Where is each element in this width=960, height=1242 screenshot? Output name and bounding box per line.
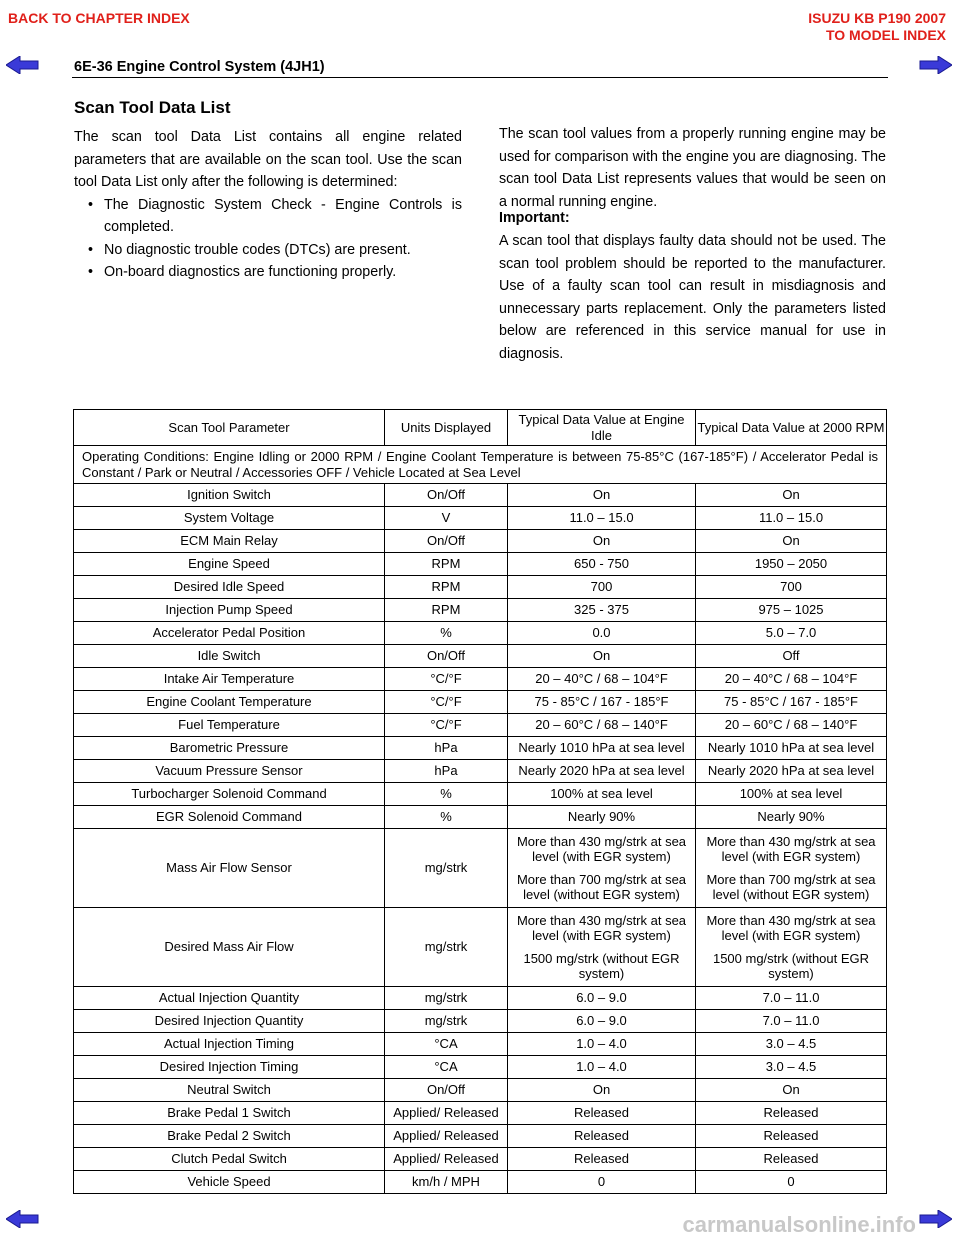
parameter-cell: Actual Injection Quantity bbox=[74, 987, 385, 1010]
parameter-cell: Desired Mass Air Flow bbox=[74, 908, 385, 987]
units-cell: RPM bbox=[385, 576, 508, 599]
list-item: • On-board diagnostics are functioning properly. bbox=[74, 261, 462, 284]
rpm-value-cell: Released bbox=[696, 1148, 887, 1171]
table-row bbox=[74, 1010, 887, 1033]
watermark: carmanualsonline.info bbox=[682, 1212, 916, 1237]
rpm-value-cell: Nearly 90% bbox=[696, 806, 887, 829]
parameter-cell: System Voltage bbox=[74, 507, 385, 530]
rpm-value-cell: 20 – 40°C / 68 – 104°F bbox=[696, 668, 887, 691]
units-cell: Applied/ Released bbox=[385, 1125, 508, 1148]
units-cell: mg/strk bbox=[385, 908, 508, 987]
units-cell: km/h / MPH bbox=[385, 1171, 508, 1194]
important-label: Important: bbox=[499, 210, 570, 226]
rpm-value-cell: Released bbox=[696, 1125, 887, 1148]
value-line: More than 430 mg/strk at sea level (with EGR system) bbox=[706, 912, 876, 943]
intro-paragraph: The scan tool Data List contains all engine related parameters that are available on the scan tool. Use the scan tool Data List only after the following is determined: bbox=[74, 129, 462, 190]
parameter-cell: Intake Air Temperature bbox=[74, 668, 385, 691]
units-cell: mg/strk bbox=[385, 829, 508, 908]
to-model-index-link[interactable]: TO MODEL INDEX bbox=[825, 27, 946, 43]
value-line: More than 430 mg/strk at sea level (with EGR system) bbox=[516, 912, 687, 943]
idle-value-cell: Nearly 2020 hPa at sea level bbox=[508, 760, 696, 783]
parameter-cell: Neutral Switch bbox=[74, 1079, 385, 1102]
operating-conditions-row bbox=[74, 446, 887, 484]
parameter-cell: EGR Solenoid Command bbox=[74, 806, 385, 829]
idle-value-cell: On bbox=[508, 1079, 696, 1102]
units-cell: mg/strk bbox=[385, 1010, 508, 1033]
idle-value-cell bbox=[508, 829, 696, 908]
table-row bbox=[74, 760, 887, 783]
parameter-cell: Turbocharger Solenoid Command bbox=[74, 783, 385, 806]
idle-value-cell bbox=[508, 908, 696, 987]
idle-value-cell: Released bbox=[508, 1102, 696, 1125]
table-row bbox=[74, 1079, 887, 1102]
table-row bbox=[74, 691, 887, 714]
table-row bbox=[74, 806, 887, 829]
idle-value-cell: 0.0 bbox=[508, 622, 696, 645]
previous-page-arrow-icon[interactable] bbox=[6, 56, 40, 74]
rpm-value-cell: 3.0 – 4.5 bbox=[696, 1056, 887, 1079]
units-cell: RPM bbox=[385, 599, 508, 622]
list-item: • No diagnostic trouble codes (DTCs) are present. bbox=[74, 239, 462, 262]
parameter-cell: Desired Injection Timing bbox=[74, 1056, 385, 1079]
parameter-cell: Injection Pump Speed bbox=[74, 599, 385, 622]
rpm-value-cell: 11.0 – 15.0 bbox=[696, 507, 887, 530]
units-cell: °C/°F bbox=[385, 668, 508, 691]
parameter-cell: Fuel Temperature bbox=[74, 714, 385, 737]
parameter-cell: Accelerator Pedal Position bbox=[74, 622, 385, 645]
units-cell: °C/°F bbox=[385, 714, 508, 737]
header-rule bbox=[72, 77, 888, 78]
units-cell: % bbox=[385, 806, 508, 829]
idle-value-cell: 20 – 60°C / 68 – 140°F bbox=[508, 714, 696, 737]
value-line: More than 700 mg/strk at sea level (without EGR system) bbox=[706, 871, 876, 902]
rpm-value-cell: 3.0 – 4.5 bbox=[696, 1033, 887, 1056]
parameter-cell: Engine Speed bbox=[74, 553, 385, 576]
parameter-cell: Idle Switch bbox=[74, 645, 385, 668]
rpm-value-cell bbox=[696, 908, 887, 987]
idle-value-cell: 75 - 85°C / 167 - 185°F bbox=[508, 691, 696, 714]
scan-tool-data-table bbox=[73, 409, 887, 1194]
table-row bbox=[74, 484, 887, 507]
idle-value-cell: 11.0 – 15.0 bbox=[508, 507, 696, 530]
idle-value-cell: 325 - 375 bbox=[508, 599, 696, 622]
parameter-cell: Clutch Pedal Switch bbox=[74, 1148, 385, 1171]
units-cell: On/Off bbox=[385, 530, 508, 553]
table-row bbox=[74, 1171, 887, 1194]
table-row bbox=[74, 553, 887, 576]
idle-value-cell: 1.0 – 4.0 bbox=[508, 1056, 696, 1079]
value-line: More than 430 mg/strk at sea level (with EGR system) bbox=[516, 833, 687, 864]
units-cell: Applied/ Released bbox=[385, 1102, 508, 1125]
column-header: Typical Data Value at Engine Idle bbox=[508, 410, 696, 446]
units-cell: mg/strk bbox=[385, 987, 508, 1010]
next-page-arrow-icon[interactable] bbox=[918, 1210, 952, 1228]
column-header: Typical Data Value at 2000 RPM bbox=[696, 410, 887, 446]
model-name-link[interactable]: ISUZU KB P190 2007 bbox=[808, 10, 946, 26]
table-row bbox=[74, 576, 887, 599]
units-cell: V bbox=[385, 507, 508, 530]
idle-value-cell: Released bbox=[508, 1125, 696, 1148]
value-line: More than 430 mg/strk at sea level (with EGR system) bbox=[706, 833, 876, 864]
rpm-value-cell: 7.0 – 11.0 bbox=[696, 1010, 887, 1033]
units-cell: On/Off bbox=[385, 645, 508, 668]
units-cell: hPa bbox=[385, 760, 508, 783]
column-header: Units Displayed bbox=[385, 410, 508, 446]
units-cell: °C/°F bbox=[385, 691, 508, 714]
units-cell: °CA bbox=[385, 1033, 508, 1056]
rpm-value-cell: Released bbox=[696, 1102, 887, 1125]
rpm-value-cell: On bbox=[696, 530, 887, 553]
rpm-value-cell: 0 bbox=[696, 1171, 887, 1194]
important-paragraph: A scan tool that displays faulty data should not be used. The scan tool problem should be reported to the manufacturer. Use of a faulty scan tool can result in misdiagnosis and unnecessary parts replacement. Only the parameters listed below are referenced in this service manual for use in diagnosis. bbox=[499, 233, 886, 362]
value-line: 1500 mg/strk (without EGR system) bbox=[523, 950, 680, 981]
parameter-cell: Desired Idle Speed bbox=[74, 576, 385, 599]
back-to-chapter-index-link[interactable]: BACK TO CHAPTER INDEX bbox=[8, 10, 190, 26]
rpm-value-cell: Off bbox=[696, 645, 887, 668]
parameter-cell: Ignition Switch bbox=[74, 484, 385, 507]
table-row bbox=[74, 1102, 887, 1125]
rpm-value-cell: 975 – 1025 bbox=[696, 599, 887, 622]
table-row bbox=[74, 645, 887, 668]
rpm-value-cell: On bbox=[696, 1079, 887, 1102]
table-row bbox=[74, 829, 887, 908]
comparison-paragraph: The scan tool values from a properly running engine may be used for comparison with the engine you are diagnosing. The scan tool Data List represents values that would be seen on a normal running engine. bbox=[499, 126, 886, 210]
idle-value-cell: 0 bbox=[508, 1171, 696, 1194]
table-row bbox=[74, 1125, 887, 1148]
units-cell: On/Off bbox=[385, 1079, 508, 1102]
rpm-value-cell: 100% at sea level bbox=[696, 783, 887, 806]
value-line: 1500 mg/strk (without EGR system) bbox=[712, 950, 870, 981]
parameter-cell: Vehicle Speed bbox=[74, 1171, 385, 1194]
rpm-value-cell: 1950 – 2050 bbox=[696, 553, 887, 576]
rpm-value-cell: 700 bbox=[696, 576, 887, 599]
section-title: Scan Tool Data List bbox=[74, 98, 231, 117]
rpm-value-cell: 5.0 – 7.0 bbox=[696, 622, 887, 645]
idle-value-cell: 650 - 750 bbox=[508, 553, 696, 576]
table-row bbox=[74, 622, 887, 645]
units-cell: °CA bbox=[385, 1056, 508, 1079]
table-row bbox=[74, 1148, 887, 1171]
idle-value-cell: Nearly 1010 hPa at sea level bbox=[508, 737, 696, 760]
table-row bbox=[74, 987, 887, 1010]
idle-value-cell: 700 bbox=[508, 576, 696, 599]
idle-value-cell: Nearly 90% bbox=[508, 806, 696, 829]
table-row bbox=[74, 908, 887, 987]
rpm-value-cell: 7.0 – 11.0 bbox=[696, 987, 887, 1010]
table-header-row bbox=[74, 410, 887, 446]
table-row bbox=[74, 530, 887, 553]
value-line: More than 700 mg/strk at sea level (without EGR system) bbox=[516, 871, 687, 902]
table-row bbox=[74, 714, 887, 737]
idle-value-cell: 20 – 40°C / 68 – 104°F bbox=[508, 668, 696, 691]
parameter-cell: Mass Air Flow Sensor bbox=[74, 829, 385, 908]
table-row bbox=[74, 668, 887, 691]
idle-value-cell: 6.0 – 9.0 bbox=[508, 987, 696, 1010]
prerequisite-list bbox=[74, 194, 462, 284]
units-cell: hPa bbox=[385, 737, 508, 760]
units-cell: % bbox=[385, 622, 508, 645]
list-item: • The Diagnostic System Check - Engine Controls is completed. bbox=[74, 194, 462, 239]
previous-page-arrow-icon[interactable] bbox=[6, 1210, 40, 1228]
parameter-cell: Vacuum Pressure Sensor bbox=[74, 760, 385, 783]
idle-value-cell: 1.0 – 4.0 bbox=[508, 1033, 696, 1056]
idle-value-cell: 6.0 – 9.0 bbox=[508, 1010, 696, 1033]
units-cell: % bbox=[385, 783, 508, 806]
idle-value-cell: On bbox=[508, 484, 696, 507]
parameter-cell: Engine Coolant Temperature bbox=[74, 691, 385, 714]
rpm-value-cell: 20 – 60°C / 68 – 140°F bbox=[696, 714, 887, 737]
table-row bbox=[74, 783, 887, 806]
units-cell: Applied/ Released bbox=[385, 1148, 508, 1171]
table-row bbox=[74, 1056, 887, 1079]
parameter-cell: Desired Injection Quantity bbox=[74, 1010, 385, 1033]
idle-value-cell: 100% at sea level bbox=[508, 783, 696, 806]
page-header-title: 6E-36 Engine Control System (4JH1) bbox=[74, 59, 325, 75]
parameter-cell: Brake Pedal 1 Switch bbox=[74, 1102, 385, 1125]
rpm-value-cell: Nearly 1010 hPa at sea level bbox=[696, 737, 887, 760]
rpm-value-cell bbox=[696, 829, 887, 908]
next-page-arrow-icon[interactable] bbox=[918, 56, 952, 74]
rpm-value-cell: Nearly 2020 hPa at sea level bbox=[696, 760, 887, 783]
units-cell: RPM bbox=[385, 553, 508, 576]
idle-value-cell: Released bbox=[508, 1148, 696, 1171]
parameter-cell: Barometric Pressure bbox=[74, 737, 385, 760]
units-cell: On/Off bbox=[385, 484, 508, 507]
column-header: Scan Tool Parameter bbox=[74, 410, 385, 446]
parameter-cell: Brake Pedal 2 Switch bbox=[74, 1125, 385, 1148]
table-row bbox=[74, 599, 887, 622]
table-row bbox=[74, 507, 887, 530]
idle-value-cell: On bbox=[508, 645, 696, 668]
parameter-cell: ECM Main Relay bbox=[74, 530, 385, 553]
rpm-value-cell: 75 - 85°C / 167 - 185°F bbox=[696, 691, 887, 714]
idle-value-cell: On bbox=[508, 530, 696, 553]
table-row bbox=[74, 737, 887, 760]
operating-conditions: Operating Conditions: Engine Idling or 2000 RPM / Engine Coolant Temperature is between 75-85°C (167-185°F) / Accelerator Pedal is Constant / Park or Neutral / Accessories OFF / Vehicle Located at Sea Level bbox=[74, 446, 887, 484]
table-row bbox=[74, 1033, 887, 1056]
rpm-value-cell: On bbox=[696, 484, 887, 507]
parameter-cell: Actual Injection Timing bbox=[74, 1033, 385, 1056]
